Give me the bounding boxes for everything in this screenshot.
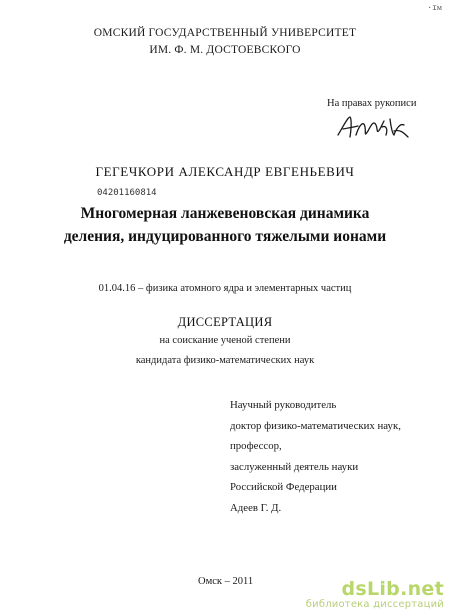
supervisor-line-honor: заслуженный деятель науки (230, 460, 359, 473)
supervisor-line-title: профессор, (230, 440, 282, 452)
dissertation-title-line2: деления, индуцированного тяжелыми ионами (63, 228, 387, 245)
specialty-code-line: 01.04.16 – физика атомного ядра и элементарных частиц (98, 283, 352, 294)
supervisor-line-name: Адеев Г. Д. (230, 501, 282, 514)
supervisor-line-degree: доктор физико-математических наук, (230, 419, 401, 432)
manuscript-rights-note: На правах рукописи (327, 98, 417, 109)
corner-scan-mark: ·ɪᴍ (427, 3, 442, 12)
university-name-line1: ОМСКИЙ ГОСУДАРСТВЕННЫЙ УНИВЕРСИТЕТ (93, 27, 357, 39)
dslib-watermark (306, 579, 444, 611)
watermark-logo: dsLib.net (341, 578, 444, 600)
city-year-footer: Омск – 2011 (198, 576, 254, 587)
document-code: 04201160814 (97, 188, 157, 198)
degree-line2: кандидата физико-математических наук (135, 355, 315, 366)
handwritten-signature (334, 113, 414, 141)
author-name: ГЕГЕЧКОРИ АЛЕКСАНДР ЕВГЕНЬЕВИЧ (95, 164, 355, 179)
supervisor-line-country: Российской Федерации (230, 481, 337, 493)
degree-line1: на соискание ученой степени (159, 335, 291, 346)
watermark-subtitle: библиотека диссертаций (305, 599, 444, 610)
university-name-line2: ИМ. Ф. М. ДОСТОЕВСКОГО (149, 44, 301, 56)
dissertation-title-line1: Многомерная ланжевеновская динамика (80, 205, 370, 222)
dissertation-heading: ДИССЕРТАЦИЯ (177, 315, 273, 329)
supervisor-block (230, 395, 401, 518)
supervisor-line-role: Научный руководитель (230, 399, 337, 411)
